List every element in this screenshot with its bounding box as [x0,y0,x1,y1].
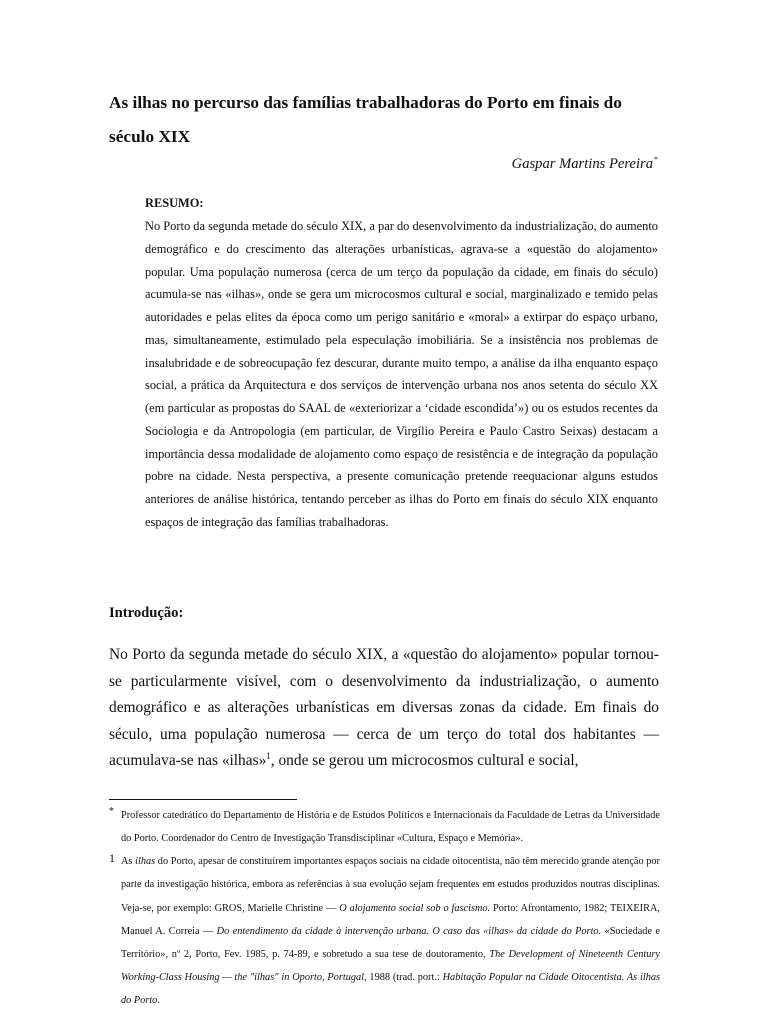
footnote-ref-1[interactable]: 1 [266,751,271,761]
author-name: Gaspar Martins Pereira [511,156,653,172]
footnote-1-text: , 1988 (trad. port.: [364,972,443,984]
footnotes-block [109,804,660,1012]
footnote-1-text: Porto: Afrontamento, 1982; TEIXEIRA, Manuel A. Correia — [121,902,660,937]
footnote-1-text: . [157,995,160,1007]
footnote-1-citation-title: Habitação Popular na Cidade Oitocentista. As ilhas do Porto [121,972,660,1007]
abstract-block [145,192,658,534]
footnote-1-mark: 1 [109,851,115,866]
paper-title: As ilhas no percurso das famílias trabalhadoras do Porto em finais do século XIX [109,93,622,146]
abstract-heading: RESUMO: [145,196,204,210]
footnote-divider [109,799,297,800]
footnote-1-emphasis: ilhas [135,856,156,868]
footnote-star-text: Professor catedrático do Departamento de História e de Estudos Políticos e Internacionais da Faculdade de Letras da Universidade do Porto. Coordenador do Centro de Investigação Transdisciplinar «Cultura, Espaço e Memória». [121,810,660,845]
footnote-1-text: As [121,856,136,868]
footnote-star [109,804,660,850]
introduction-paragraph [109,642,659,775]
introduction-text-continued: , onde se gerou um microcosmos cultural e social, [270,752,579,769]
footnote-1 [109,850,660,1012]
footnote-1-citation-title: Do entendimento da cidade à intervenção urbana. O caso das «ilhas» da cidade do Porto. [216,925,602,937]
footnote-star-mark: * [109,806,114,817]
footnote-1-citation-title: O alojamento social sob o fascismo. [339,902,491,914]
author-line [512,150,658,174]
footnote-1-citation-title: The Development of Nineteenth Century Working-Class Housing — the "ilhas" in Oporto, Portugal [121,948,660,984]
author-footnote-mark[interactable]: * [654,155,658,164]
abstract-text: No Porto da segunda metade do século XIX, a par do desenvolvimento da industrialização, do aumento demográfico e do crescimento das alterações urbanísticas, agrava-se a «questão do alojamento» popular. Uma população numerosa (cerca de um terço da população da cidade, em finais do século) acumula-se nas «ilhas», onde se gera um microcosmos cultural e social, marginalizado e temido pelas autoridades e pelas elites da época como um perigo sanitário e «moral» a extirpar do espaço urbano, mas, simultaneamente, estimulado pela especulação imobiliária. Se a insistência nos problemas de insalubridade e de sobreocupação fez descurar, durante muito tempo, a análise da ilha enquanto espaço social, a prática da Arquitectura e dos serviços de intervenção urbana nos anos setenta do século XX (em particular as propostas do SAAL de «exteriorizar a ‘cidade escondida’») ou os estudos recentes da Sociologia e da Antropologia (em particular, de Virgílio Pereira e Paulo Castro Seixas) destacam a importância dessa modalidade de alojamento como espaço de resistência e de integração da população pobre na cidade. Nesta perspectiva, a presente comunicação pretende reequacionar alguns estudos anteriores de análise histórica, tentando perceber as ilhas do Porto em finais do século XIX enquanto espaços de integração das famílias trabalhadoras. [145,219,658,529]
introduction-text: No Porto da segunda metade do século XIX, a «questão do alojamento» popular tornou-se particularmente visível, com o desenvolvimento da industrialização, o aumento demográfico e as alterações urbanísticas em diversas zonas da cidade. Em finais do século, uma população numerosa — cerca de um terço do total dos habitantes — acumulava-se nas «ilhas» [109,646,659,769]
footnote-1-text: «Sociedade e Território», nº 2, Porto, Fev. 1985, p. 74-89, e sobretudo a sua tese de doutoramento, [121,925,660,960]
footnote-1-text: do Porto, apesar de constituírem importantes espaços sociais na cidade oitocentista, não têm merecido grande atenção por parte da investigação histórica, embora as referências à sua evolução sejam frequentes em estudos produzidos noutras disciplinas. Veja-se, por exemplo: GROS, Marielle Christine — [121,856,660,914]
introduction-heading: Introdução: [109,605,184,621]
